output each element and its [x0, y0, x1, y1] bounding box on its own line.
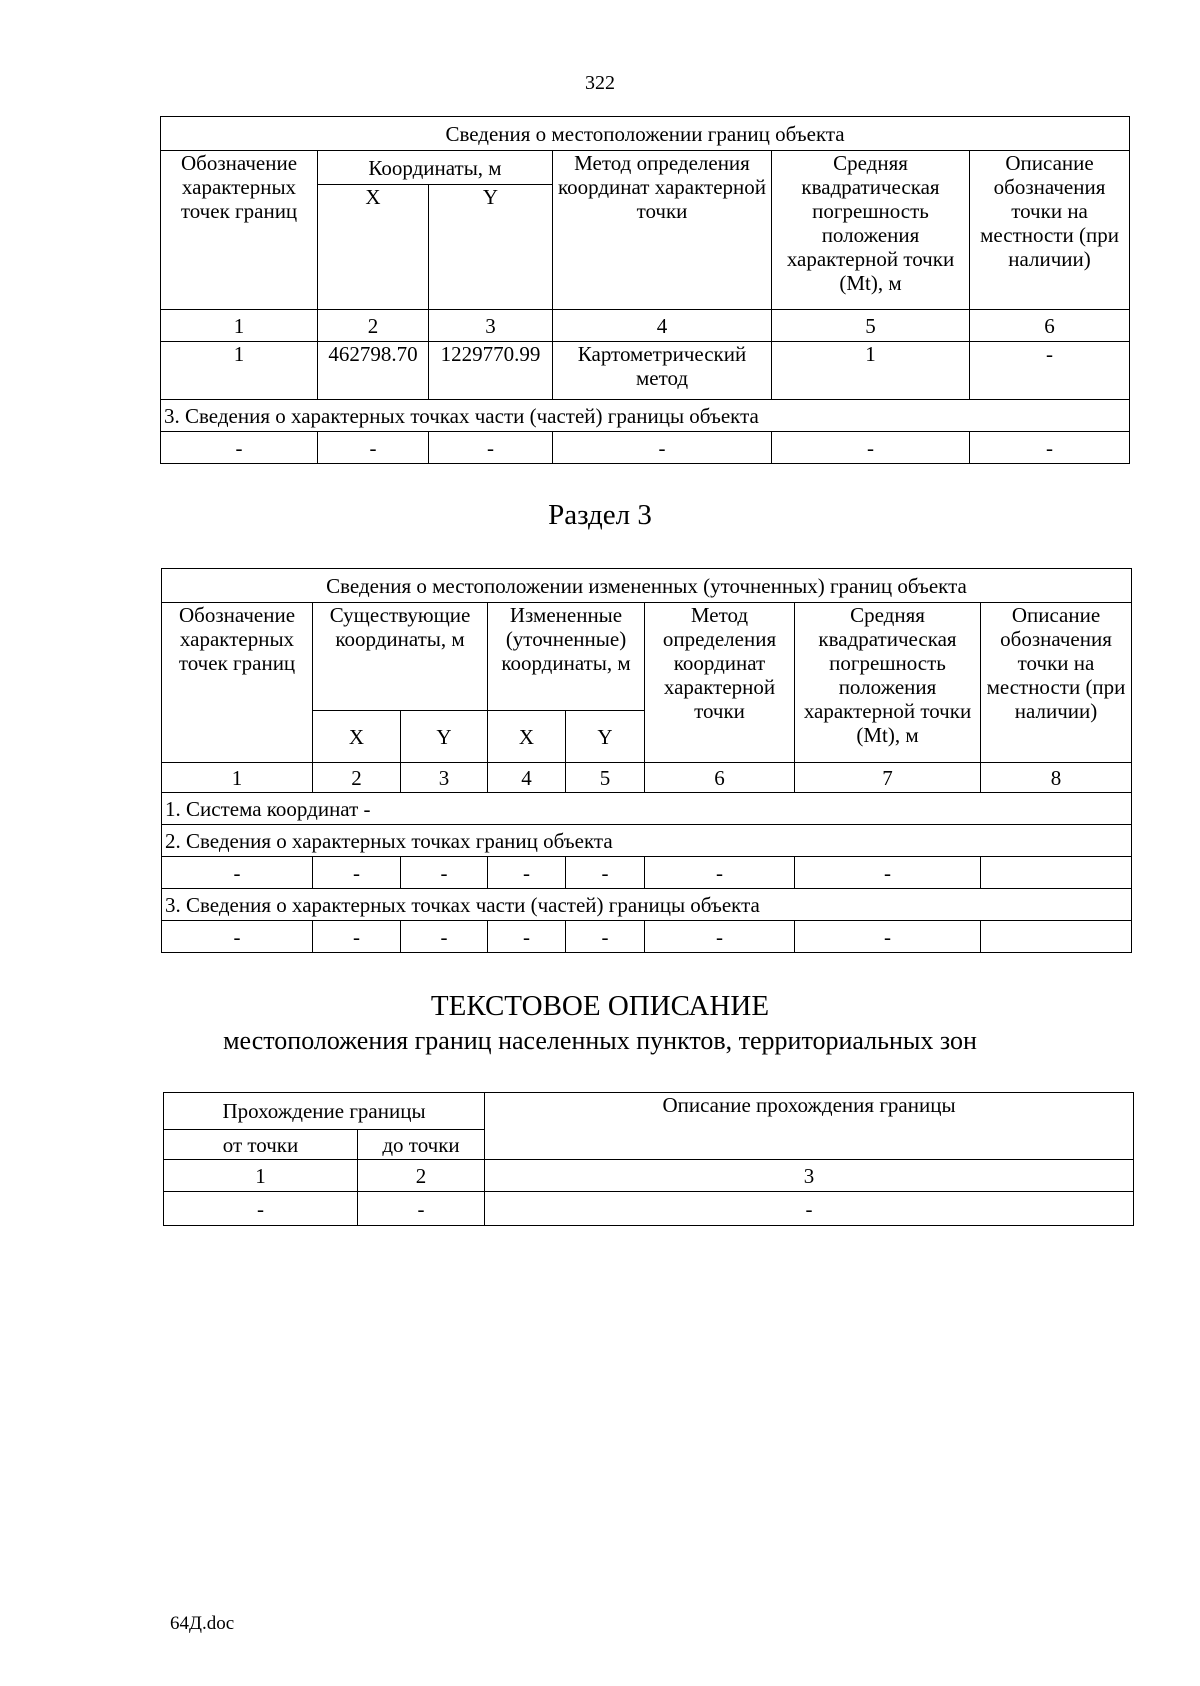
column-number: 2	[313, 763, 401, 793]
header-to-point: до точки	[358, 1130, 485, 1160]
file-name-footer: 64Д.doc	[170, 1613, 235, 1634]
cell-point: 1	[161, 342, 318, 400]
table-cell: -	[645, 921, 795, 953]
table-cell: -	[970, 432, 1130, 464]
header-error: Средняя квадратическая погрешность положения характерной точки (Mt), м	[795, 603, 981, 763]
part-points-title: 3. Сведения о характерных точках части (частей) границы объекта	[161, 400, 1130, 432]
table-cell: -	[401, 921, 488, 953]
table-cell: -	[164, 1192, 358, 1226]
table-cell: -	[161, 432, 318, 464]
header-method: Метод определения координат характерной точки	[553, 151, 772, 310]
table-cell: -	[645, 857, 795, 889]
table-caption: Сведения о местоположении границ объекта	[161, 117, 1130, 151]
header-x: X	[488, 711, 566, 763]
table-cell: -	[162, 921, 313, 953]
header-description: Описание обозначения точки на местности (при наличии)	[970, 151, 1130, 310]
boundary-location-table	[160, 116, 1130, 464]
column-number: 5	[772, 310, 970, 342]
cell-error: 1	[772, 342, 970, 400]
column-number: 6	[970, 310, 1130, 342]
header-from-point: от точки	[164, 1130, 358, 1160]
boundary-passage-table	[163, 1092, 1134, 1226]
table-cell: -	[488, 857, 566, 889]
table-cell: -	[429, 432, 553, 464]
table-cell: -	[401, 857, 488, 889]
column-number: 6	[645, 763, 795, 793]
column-number: 3	[429, 310, 553, 342]
column-number: 2	[318, 310, 429, 342]
table-cell: -	[485, 1192, 1134, 1226]
table-cell: -	[313, 921, 401, 953]
column-number: 7	[795, 763, 981, 793]
header-method: Метод определения координат характерной точки	[645, 603, 795, 763]
table-cell	[981, 857, 1132, 889]
table-cell: -	[162, 857, 313, 889]
changed-boundary-table	[161, 568, 1132, 953]
column-number: 4	[553, 310, 772, 342]
header-y: Y	[429, 185, 553, 310]
text-description-subtitle: местоположения границ населенных пунктов, территориальных зон	[223, 1026, 977, 1055]
table-cell: -	[488, 921, 566, 953]
header-y: Y	[566, 711, 645, 763]
column-number: 8	[981, 763, 1132, 793]
cell-description: -	[970, 342, 1130, 400]
column-number: 4	[488, 763, 566, 793]
page-number: 322	[585, 72, 615, 94]
table-cell: -	[566, 857, 645, 889]
column-number: 3	[401, 763, 488, 793]
table-caption: Сведения о местоположении измененных (уточненных) границ объекта	[162, 569, 1132, 603]
header-designation: Обозначение характерных точек границ	[161, 151, 318, 310]
table-cell: -	[795, 857, 981, 889]
column-number: 2	[358, 1160, 485, 1192]
table-cell: -	[566, 921, 645, 953]
cell-method: Картометрический метод	[553, 342, 772, 400]
table-cell: -	[795, 921, 981, 953]
text-description-title: ТЕКСТОВОЕ ОПИСАНИЕ	[430, 990, 770, 1022]
header-error: Средняя квадратическая погрешность положения характерной точки (Mt), м	[772, 151, 970, 310]
table-cell: -	[358, 1192, 485, 1226]
header-description: Описание обозначения точки на местности (при наличии)	[981, 603, 1132, 763]
header-coordinates: Координаты, м	[318, 151, 553, 185]
column-number: 1	[162, 763, 313, 793]
column-number: 1	[164, 1160, 358, 1192]
header-x: X	[313, 711, 401, 763]
column-number: 3	[485, 1160, 1134, 1192]
section-title: Раздел 3	[548, 499, 652, 531]
table-cell	[981, 921, 1132, 953]
table-cell: -	[772, 432, 970, 464]
cell-y: 1229770.99	[429, 342, 553, 400]
table-cell: -	[313, 857, 401, 889]
header-designation: Обозначение характерных точек границ	[162, 603, 313, 763]
header-existing-coordinates: Существующие координаты, м	[313, 603, 488, 711]
header-y: Y	[401, 711, 488, 763]
header-passage-description: Описание прохождения границы	[485, 1093, 1134, 1160]
cell-x: 462798.70	[318, 342, 429, 400]
points-title: 2. Сведения о характерных точках границ объекта	[162, 825, 1132, 857]
table-cell: -	[318, 432, 429, 464]
header-x: X	[318, 185, 429, 310]
column-number: 1	[161, 310, 318, 342]
column-number: 5	[566, 763, 645, 793]
coordinate-system: 1. Система координат -	[162, 793, 1132, 825]
part-points-title: 3. Сведения о характерных точках части (частей) границы объекта	[162, 889, 1132, 921]
header-changed-coordinates: Измененные (уточненные) координаты, м	[488, 603, 645, 711]
table-cell: -	[553, 432, 772, 464]
header-passage: Прохождение границы	[164, 1093, 485, 1130]
